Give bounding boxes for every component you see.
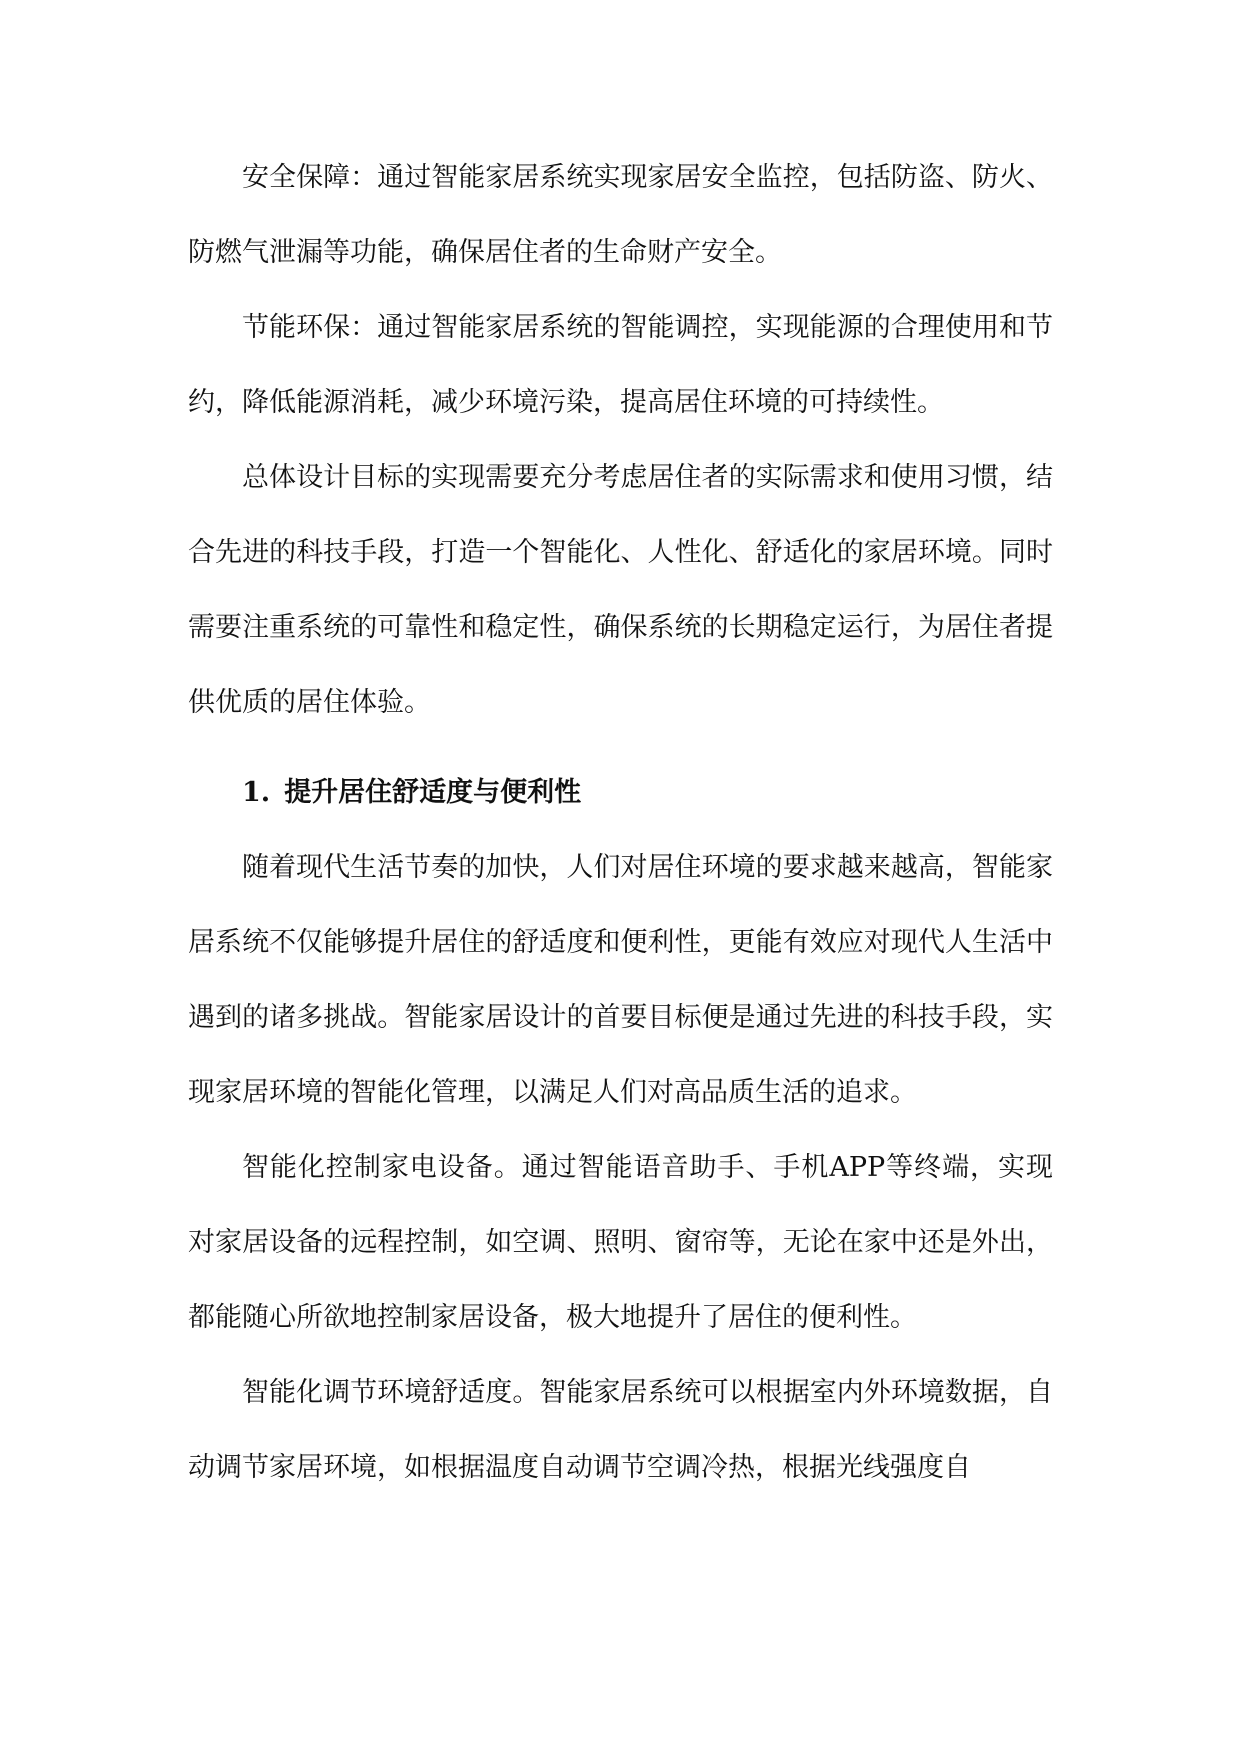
paragraph-overall-goal: 总体设计目标的实现需要充分考虑居住者的实际需求和使用习惯，结合先进的科技手段，打造一个智能化、人性化、舒适化的家居环境。同时需要注重系统的可靠性和稳定性，确保系统的长期稳定运行，为居住者提供优质的居住体验。: [188, 462, 1053, 718]
section-heading: [188, 755, 1053, 830]
section-title: 提升居住舒适度与便利性: [284, 777, 582, 808]
paragraph-environment-comfort: 智能化调节环境舒适度。智能家居系统可以根据室内外环境数据，自动调节家居环境，如根据温度自动调节空调冷热，根据光线强度自: [188, 1377, 1053, 1483]
section-number: 1.: [242, 777, 271, 808]
paragraph-device-control: 智能化控制家电设备。通过智能语音助手、手机APP等终端，实现对家居设备的远程控制，如空调、照明、窗帘等，无论在家中还是外出，都能随心所欲地控制家居设备，极大地提升了居住的便利性。: [188, 1152, 1053, 1333]
paragraph-security: 安全保障：通过智能家居系统实现家居安全监控，包括防盗、防火、防燃气泄漏等功能，确保居住者的生命财产安全。: [188, 162, 1053, 268]
paragraph-energy-saving: 节能环保：通过智能家居系统的智能调控，实现能源的合理使用和节约，降低能源消耗，减少环境污染，提高居住环境的可持续性。: [188, 312, 1053, 418]
paragraph-intro: 随着现代生活节奏的加快，人们对居住环境的要求越来越高，智能家居系统不仅能够提升居住的舒适度和便利性，更能有效应对现代人生活中遇到的诸多挑战。智能家居设计的首要目标便是通过先进的科技手段，实现家居环境的智能化管理，以满足人们对高品质生活的追求。: [188, 852, 1053, 1108]
document-body: [188, 140, 1053, 1505]
